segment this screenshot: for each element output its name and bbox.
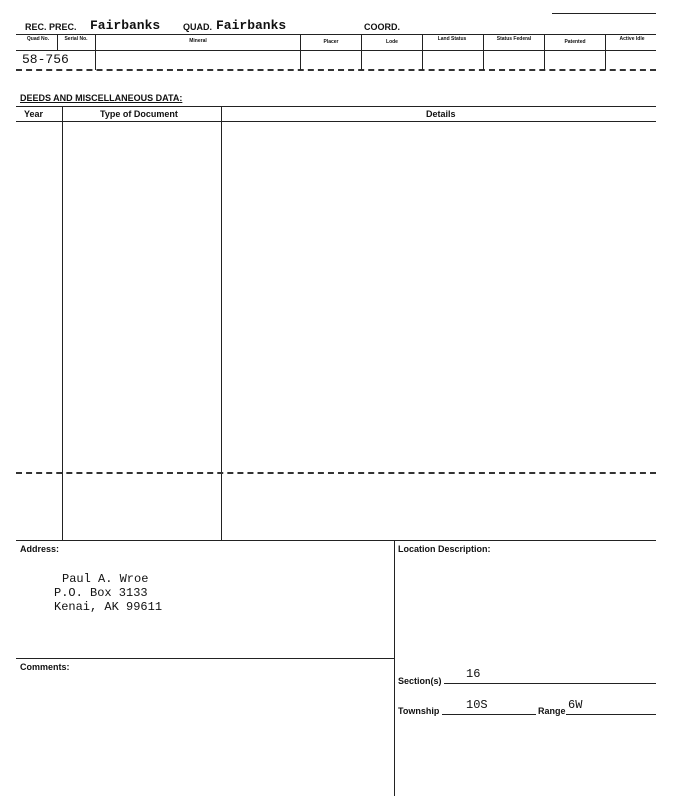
deeds-col-sep-2	[221, 106, 222, 540]
header-rule-3	[16, 69, 656, 71]
col-status-federal: Status Federal	[496, 36, 532, 42]
deeds-rule-header	[16, 121, 656, 122]
coord-label: COORD.	[364, 22, 400, 32]
col-sep	[422, 34, 423, 70]
quad-label: QUAD.	[183, 22, 212, 32]
sections-value: 16	[466, 667, 481, 681]
deeds-col-sep-1	[62, 106, 63, 540]
top-rule-right	[552, 13, 656, 14]
deeds-rule-top	[16, 106, 656, 107]
township-value: 10S	[466, 698, 488, 712]
col-active-idle: Active Idle	[619, 36, 645, 42]
quad-serial-value: 58-756	[22, 52, 69, 67]
address-rule-top	[16, 540, 656, 541]
col-sep	[483, 34, 484, 70]
header-rule-2	[16, 50, 656, 51]
township-underline	[442, 714, 536, 715]
range-underline	[566, 714, 656, 715]
address-line-3: Kenai, AK 99611	[54, 600, 163, 614]
col-lode: Lode	[386, 39, 398, 45]
township-label: Township	[398, 706, 440, 716]
sections-label: Section(s)	[398, 676, 442, 686]
deeds-dashed-divider	[16, 472, 656, 474]
col-patented: Patented	[564, 39, 586, 45]
rec-prec-value: Fairbanks	[90, 18, 161, 33]
col-land-status: Land Status	[437, 36, 467, 42]
header-row	[0, 0, 678, 70]
comments-rule-top	[16, 658, 394, 659]
col-placer: Placer	[323, 39, 339, 45]
rec-prec-label: REC. PREC.	[25, 22, 77, 32]
col-type-of-document: Type of Document	[100, 109, 178, 119]
location-description-label: Location Description:	[398, 544, 491, 554]
address-block	[54, 572, 162, 614]
range-value: 6W	[568, 698, 583, 712]
range-label: Range	[538, 706, 566, 716]
sections-underline	[444, 683, 656, 684]
header-rule-1	[16, 34, 656, 35]
quad-value: Fairbanks	[216, 18, 287, 33]
address-line-1: Paul A. Wroe	[62, 572, 149, 586]
col-quad-no: Quad No.	[26, 36, 50, 42]
deeds-section-title: DEEDS AND MISCELLANEOUS DATA:	[20, 93, 183, 103]
address-label: Address:	[20, 544, 60, 554]
col-serial-no: Serial No.	[64, 36, 88, 42]
col-year: Year	[24, 109, 44, 119]
comments-label: Comments:	[20, 662, 70, 672]
bottom-col-sep	[394, 540, 395, 796]
col-mineral: Mineral	[189, 38, 207, 44]
col-details: Details	[426, 109, 456, 119]
address-line-2: P.O. Box 3133	[54, 586, 148, 600]
col-sep	[605, 34, 606, 70]
